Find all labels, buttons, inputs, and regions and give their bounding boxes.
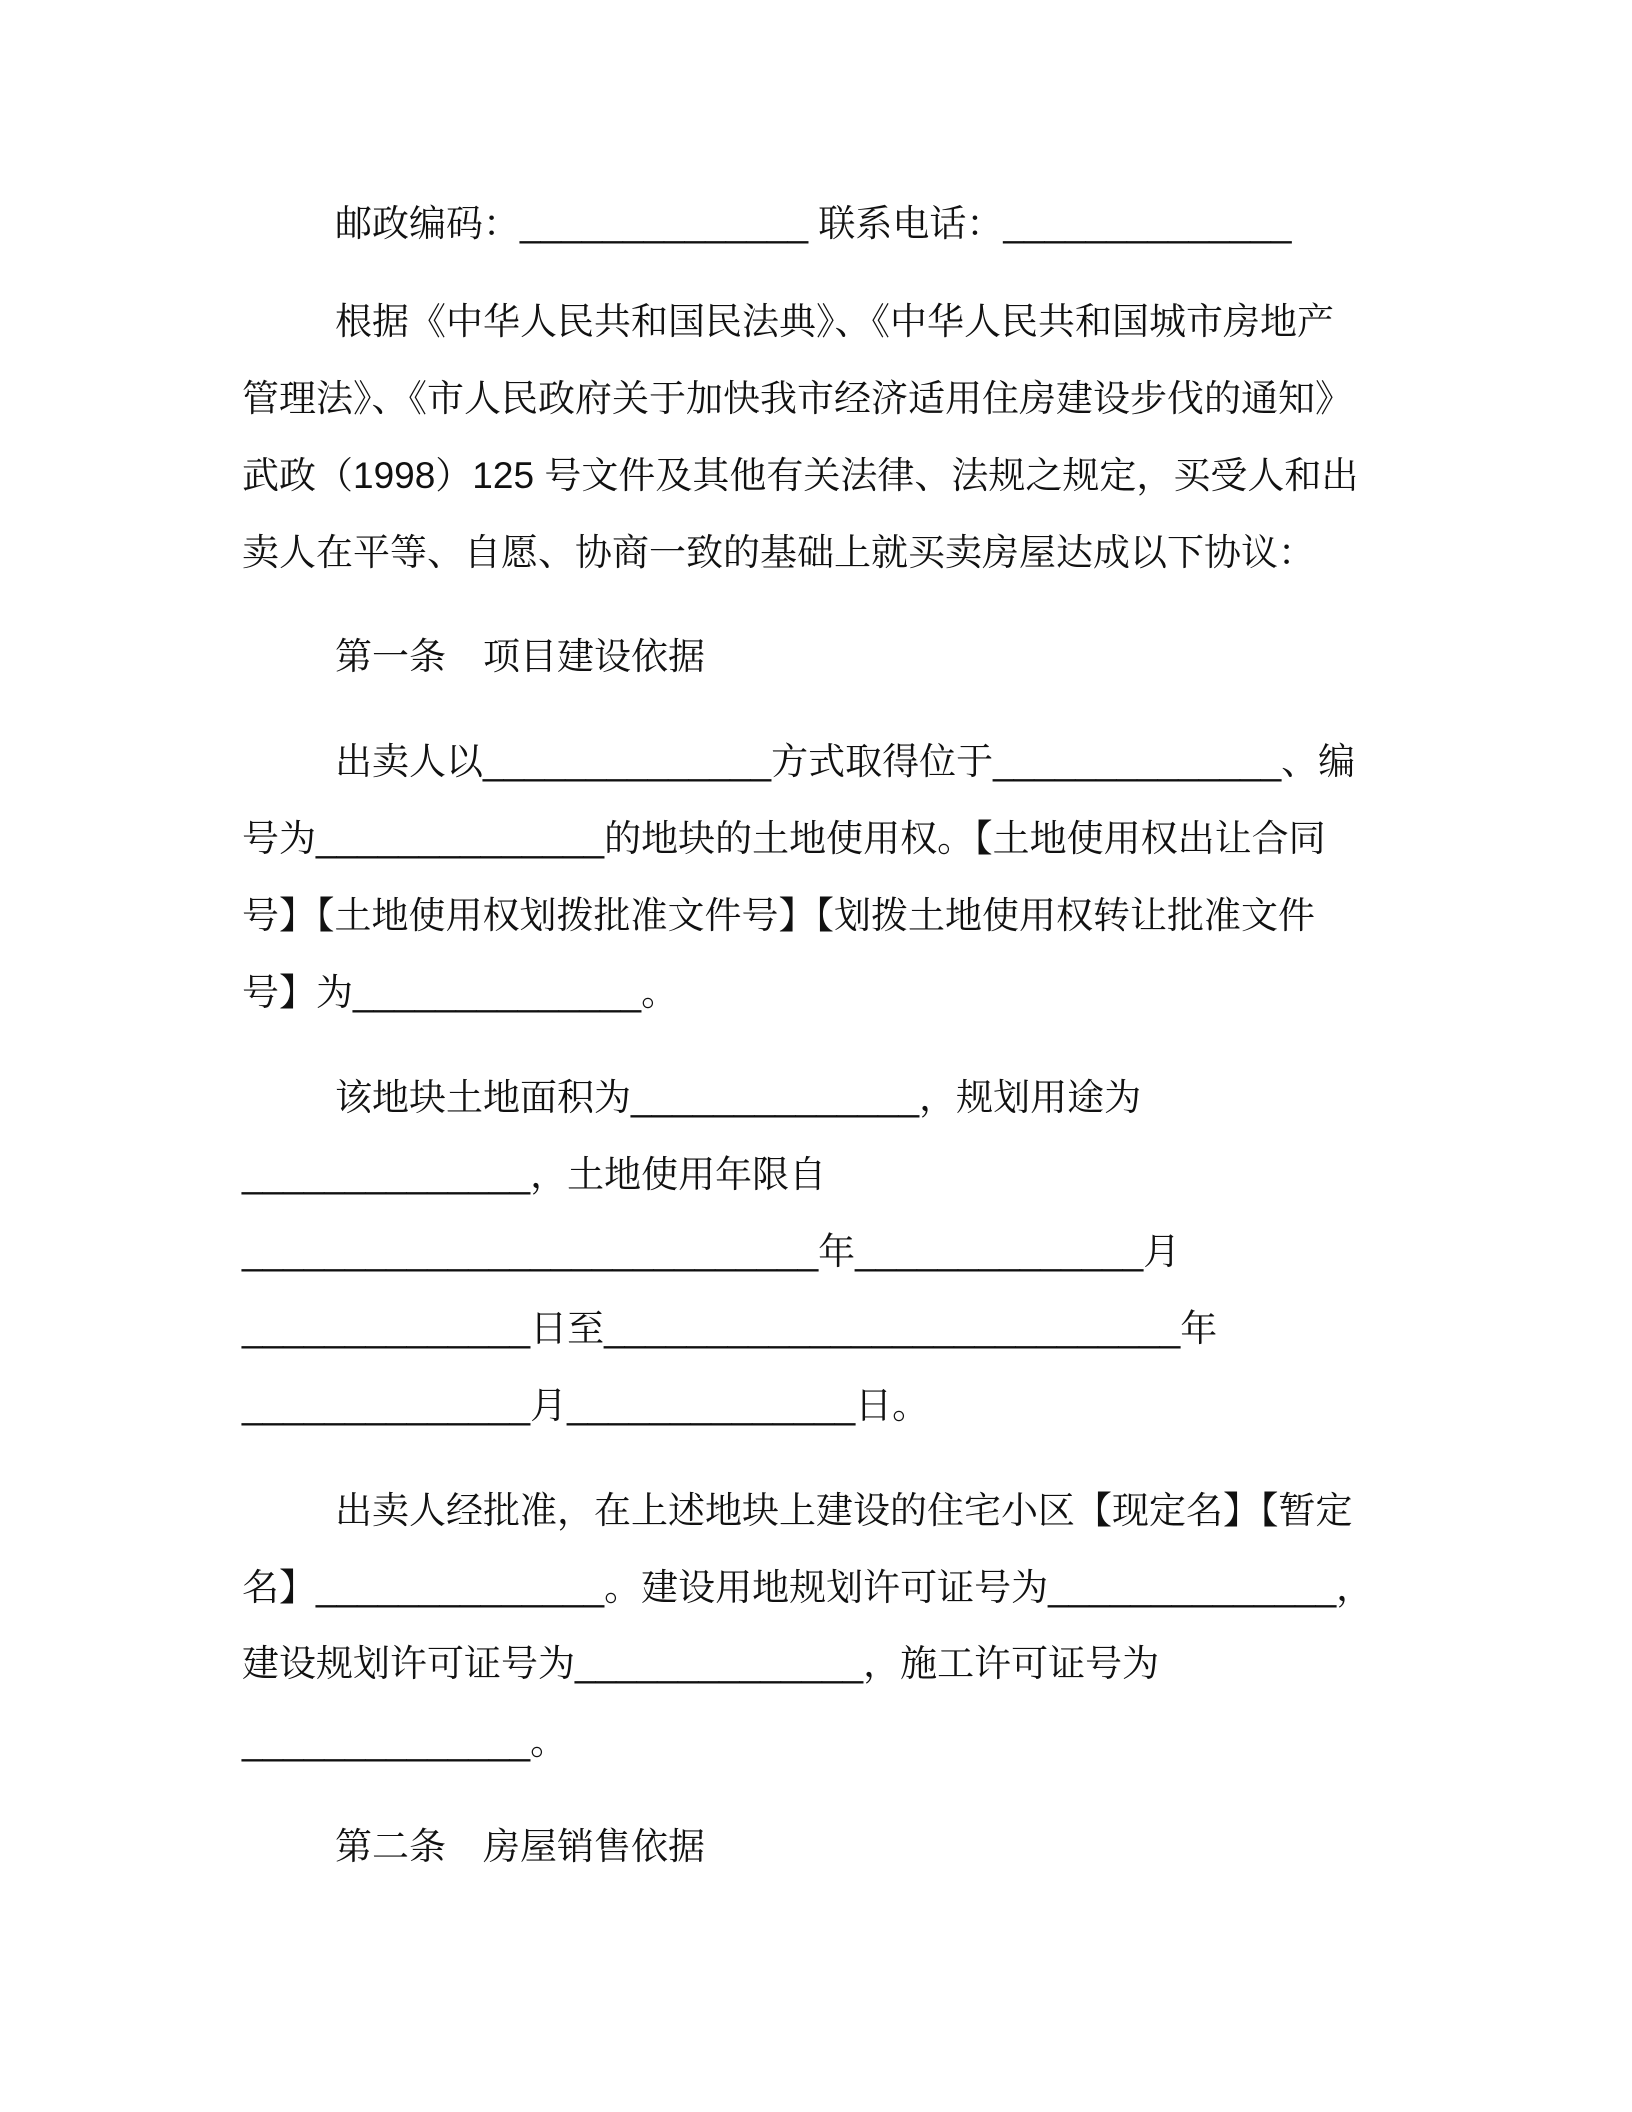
permit-text: 出卖人经批准，在上述地块上建设的住宅小区【现定名】【暂定 [335, 1490, 1353, 1531]
article-1-heading: 第一条 项目建设依据 [335, 636, 705, 677]
article-1-text: 号为______________的地块的土地使用权。【土地使用权出让合同 [242, 818, 1326, 859]
land-area-text: ______________日至____________________________年 [242, 1308, 1218, 1349]
article-2-heading: 第二条 房屋销售依据 [335, 1826, 705, 1867]
permit-text: ______________。 [242, 1721, 568, 1762]
land-area-text: ____________________________年______________月 [242, 1231, 1181, 1272]
article-1-text: 号】为______________。 [242, 972, 679, 1013]
article-1-text: 号】【土地使用权划拨批准文件号】【划拨土地使用权转让批准文件 [242, 895, 1315, 936]
postcode-phone-line: 邮政编码：______________ 联系电话：______________ [335, 203, 1292, 244]
preamble-line: 武政（1998）125 号文件及其他有关法律、法规之规定，买受人和出 [242, 455, 1359, 496]
preamble-line: 根据《中华人民共和国民法典》、《中华人民共和国城市房地产 [335, 301, 1334, 342]
permit-text: 名】______________。建设用地规划许可证号为______________， [242, 1567, 1374, 1608]
preamble-line: 卖人在平等、自愿、协商一致的基础上就买卖房屋达成以下协议： [242, 532, 1315, 573]
preamble-line: 管理法》、《市人民政府关于加快我市经济适用住房建设步伐的通知》 [242, 378, 1352, 419]
land-area-text: 该地块土地面积为______________，规划用途为 [335, 1077, 1142, 1118]
land-area-text: ______________，土地使用年限自 [242, 1154, 827, 1195]
permit-text: 建设规划许可证号为______________，施工许可证号为 [242, 1643, 1160, 1684]
article-1-text: 出卖人以______________方式取得位于______________、编 [335, 741, 1356, 782]
land-area-text: ______________月______________日。 [242, 1385, 930, 1426]
